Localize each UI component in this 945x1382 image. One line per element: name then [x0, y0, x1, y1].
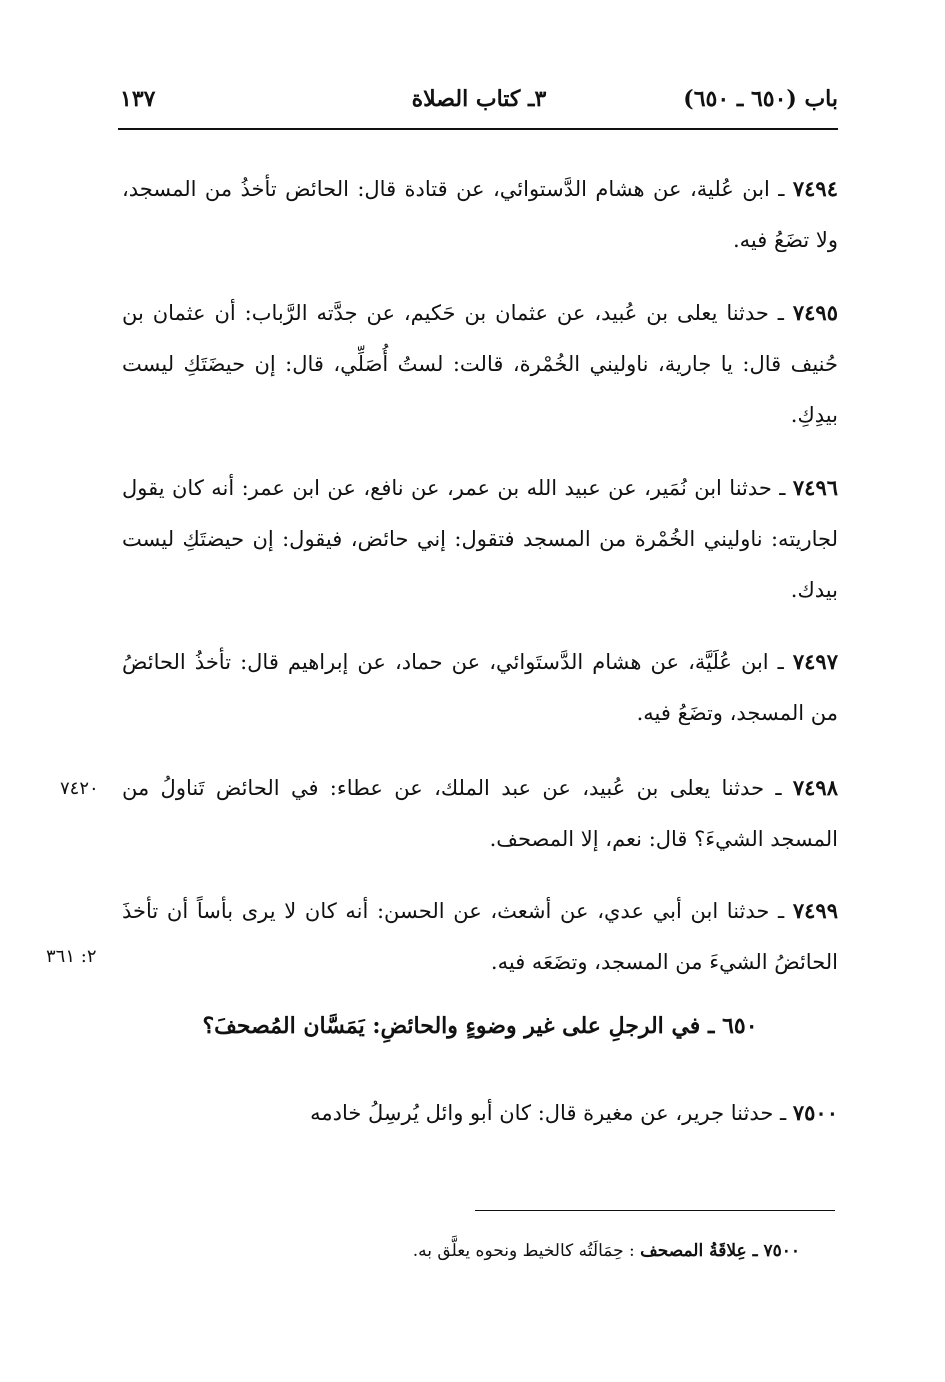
- footnote: [160, 1236, 800, 1266]
- hadith-entry-7494: [122, 163, 838, 266]
- margin-volume-page-reference: ٢: ٣٦١: [46, 946, 97, 967]
- hadith-entry-7496: [122, 462, 838, 616]
- hadith-text: ـ حدثنا يعلى بن عُبيد، عن عثمان بن حَكيم، عن جدَّته الرَّباب: أن عثمان بن حُنيف قال: يا جارية، ناوليني الخُمْرة، قالت: لستُ أُصَلِّي، قال: إن حيضَتَكِ ليست بيدِكِ.: [122, 301, 838, 427]
- margin-cross-reference: ٧٤٢٠: [60, 778, 99, 799]
- hadith-text: ـ حدثنا جرير، عن مغيرة قال: كان أبو وائل يُرسِلُ خادمه: [310, 1101, 793, 1125]
- hadith-number: ٧٤٩٧: [792, 649, 838, 674]
- hadith-number: ٧٤٩٩: [792, 898, 838, 923]
- hadith-entry-7500: [122, 1087, 838, 1139]
- hadith-number: ٧٤٩٥: [792, 300, 838, 325]
- book-title: ٣ـ كتاب الصلاة: [411, 86, 547, 112]
- hadith-entry-7495: [122, 287, 838, 441]
- hadith-number: ٧٤٩٤: [792, 176, 838, 201]
- chapter-range: باب (٦٥٠ ـ ٦٥٠): [683, 86, 838, 112]
- section-heading: ٦٥٠ ـ في الرجلِ على غير وضوءٍ والحائضِ: يَمَسَّان المُصحفَ؟: [202, 1013, 758, 1039]
- page-number: ١٣٧: [120, 86, 156, 112]
- footnote-rule: [475, 1210, 835, 1211]
- hadith-number: ٧٤٩٨: [792, 775, 838, 800]
- hadith-text: ـ ابن عُلية، عن هشام الدَّستوائي، عن قتادة قال: الحائض تأخذُ من المسجد، ولا تضَعُ فيه.: [122, 177, 838, 252]
- hadith-entry-7499: [122, 885, 838, 988]
- hadith-text: ـ حدثنا يعلى بن عُبيد، عن عبد الملك، عن عطاء: في الحائض تَناولُ من المسجد الشيءَ؟ قال: نعم، إلا المصحف.: [122, 776, 838, 851]
- hadith-entry-7497: [122, 636, 838, 739]
- hadith-number: ٧٥٠٠: [792, 1100, 838, 1125]
- hadith-number: ٧٤٩٦: [792, 475, 839, 500]
- hadith-text: ـ حدثنا ابن أبي عدي، عن أشعث، عن الحسن: أنه كان لا يرى بأساً أن تأخذَ الحائضُ الشيءَ من المسجد، وتضَعَه فيه.: [122, 899, 838, 974]
- page-header: [120, 86, 838, 122]
- hadith-text: ـ حدثنا ابن نُمَير، عن عبيد الله بن عمر، عن نافع، عن ابن عمر: أنه كان يقول لجاريته: ناوليني الخُمْرة من المسجد فتقول: إني حائض، فيقول: إن حيضتَكِ ليست بيدك.: [122, 476, 838, 602]
- footnote-label: ٧٥٠٠ ـ عِلاقَةُ المصحف: [640, 1241, 800, 1261]
- footnote-text: : حِمَالَتُه كالخيط ونحوه يعلَّق به.: [412, 1241, 635, 1261]
- hadith-entry-7498: [122, 762, 838, 865]
- hadith-text: ـ ابن عُلَيَّة، عن هشام الدَّستَوائي، عن حماد، عن إبراهيم قال: تأخذُ الحائضُ من المسجد، وتضَعُ فيه.: [122, 650, 838, 725]
- header-rule: [118, 128, 838, 130]
